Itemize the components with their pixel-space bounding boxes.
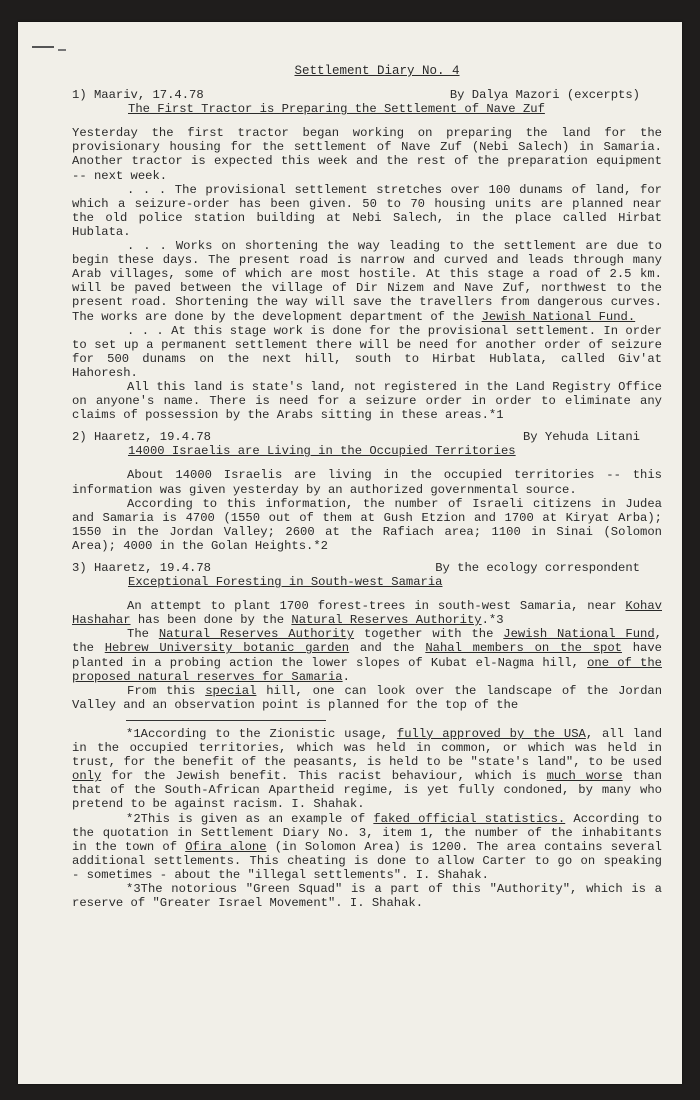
paragraph: . . . The provisional settlement stretches over 100 dunams of land, for which a seizure-order has been given. 50 to 70 housing units are planned near the old police station building at Nebi Salech, in the place called Hirbat Hublata. (72, 182, 662, 239)
diary-title: Settlement Diary No. 4 (294, 64, 460, 78)
underlined-phrase: one of the proposed natural reserves for Samaria (72, 655, 662, 684)
underlined-phrase: Ofira alone (185, 839, 267, 854)
entry-header (72, 561, 662, 575)
document-page (18, 22, 682, 1084)
underlined-phrase: Nahal members on the spot (425, 641, 622, 656)
footnotes (72, 727, 662, 910)
underlined-phrase: only (72, 769, 102, 784)
paragraph: From this special hill, one can look over the landscape of the Jordan Valley and an observation point is planned for the top of the (72, 683, 663, 712)
entry-1 (72, 88, 662, 422)
paragraph: All this land is state's land, not registered in the Land Registry Office on anyone's name. There is need for a seizure order in order to eliminate any claims of possession by the Arabs sitting in these areas.*1 (72, 379, 662, 423)
entry-byline: By the ecology correspondent (435, 561, 640, 575)
entry-number: 3) (72, 561, 87, 575)
document-body (72, 64, 662, 910)
underlined-phrase: fully approved by the USA (396, 726, 586, 741)
entry-source: Maariv, 17.4.78 (93, 88, 204, 103)
paragraph: . . . Works on shortening the way leading to the settlement are due to begin these days. The present road is narrow and curved and leads through many Arab villages, some of which are most hostile. At this stage a road of 2.5 km. will be paved between the village of Dir Nizem and Nave Zuf, northwest to the present road. Shortening the way will save the travellers from dangerous curves. The works are done by the development department of the Jewish National Fund. (72, 239, 662, 324)
footnote-divider (126, 720, 326, 721)
entry-header (72, 430, 662, 444)
entry-headline: Exceptional Foresting in South-west Samaria (128, 575, 443, 590)
margin-mark (58, 49, 66, 51)
paragraph: The Natural Reserves Authority together with the Jewish National Fund, the Hebrew University botanic garden and the Nahal members on the spot have planted in a probing action the lower slopes of Kubat el-Nagma hill, one of the proposed natural reserves for Samaria. (72, 627, 662, 684)
footnote-1: *1According to the Zionistic usage, fully approved by the USA, all land in the occupied territories, which was held in common, or which was held in trust, for the benefit of the peasants, is held to be "state's land", to be used only for the Jewish benefit. This racist behaviour, which is much worse than that of the South-African Apartheid regime, is yet fully condoned, by many who pretend to be against racism. I. Shahak. (72, 726, 663, 812)
footnote-2: *2This is given as an example of faked official statistics. According to the quotation in Settlement Diary No. 3, item 1, the number of the inhabitants in the town of Ofira alone (in Solomon Area) is 1200. The area contains several additional settlements. This cheating is done to allow Carter to go on speaking - sometimes - about the "illegal settlements". I. Shahak. (72, 811, 663, 882)
footnote-3: *3The notorious "Green Squad" is a part of this "Authority", which is a reserve of "Greater Israel Movement". I. Shahak. (72, 881, 662, 911)
underlined-phrase: Kohav Hashahar (72, 599, 662, 628)
paragraph: According to this information, the number of Israeli citizens in Judea and Samaria is 4700 (1550 out of them at Gush Etzion and 1700 at Kiryat Arba); 1550 in the Jordan Valley; 2600 at the Rafiach area; 1100 in Sinai (Solomon Area); 4000 in the Golan Heights.*2 (72, 496, 662, 553)
underlined-phrase: Jewish National Fund (503, 627, 655, 642)
underlined-phrase: faked official statistics. (373, 811, 566, 826)
paragraph: About 14000 Israelis are living in the occupied territories -- this information was given yesterday by an authorized governmental source. (72, 468, 662, 497)
underlined-phrase: Jewish National Fund. (481, 309, 636, 324)
margin-mark (32, 46, 54, 48)
underlined-phrase: much worse (546, 769, 623, 784)
entry-2 (72, 430, 662, 553)
entry-headline: 14000 Israelis are Living in the Occupied Territories (128, 444, 516, 459)
underlined-phrase: special (205, 683, 257, 698)
underlined-phrase: Natural Reserves Authority (291, 613, 482, 628)
underlined-phrase: Hebrew University botanic garden (104, 641, 350, 656)
entry-number: 1) (72, 88, 87, 103)
entry-headline: The First Tractor is Preparing the Settlement of Nave Zuf (128, 102, 545, 117)
entry-header (72, 88, 662, 102)
paragraph: . . . At this stage work is done for the provisional settlement. In order to set up a permanent settlement there will be need for another order of seizure for 500 dunams on the next hill, south to Hirbat Hublata, called Giv'at Hahoresh. (72, 323, 662, 380)
underlined-phrase: Natural Reserves Authority (158, 627, 355, 642)
entry-byline: By Dalya Mazori (excerpts) (449, 88, 640, 103)
entry-3 (72, 561, 662, 712)
paragraph: An attempt to plant 1700 forest-trees in south-west Samaria, near Kohav Hashahar has been done by the Natural Reserves Authority.*3 (72, 599, 662, 628)
entry-source: Haaretz, 19.4.78 (93, 430, 211, 445)
entry-source: Haaretz, 19.4.78 (93, 561, 211, 575)
paragraph: Yesterday the first tractor began working on preparing the land for the provisionary housing for the settlement of Nave Zuf (Nebi Salech) in Samaria. Another tractor is expected this week and the rest of the preparation equipment -- next week. (72, 126, 662, 183)
entry-number: 2) (72, 430, 87, 445)
entry-byline: By Yehuda Litani (522, 430, 640, 445)
